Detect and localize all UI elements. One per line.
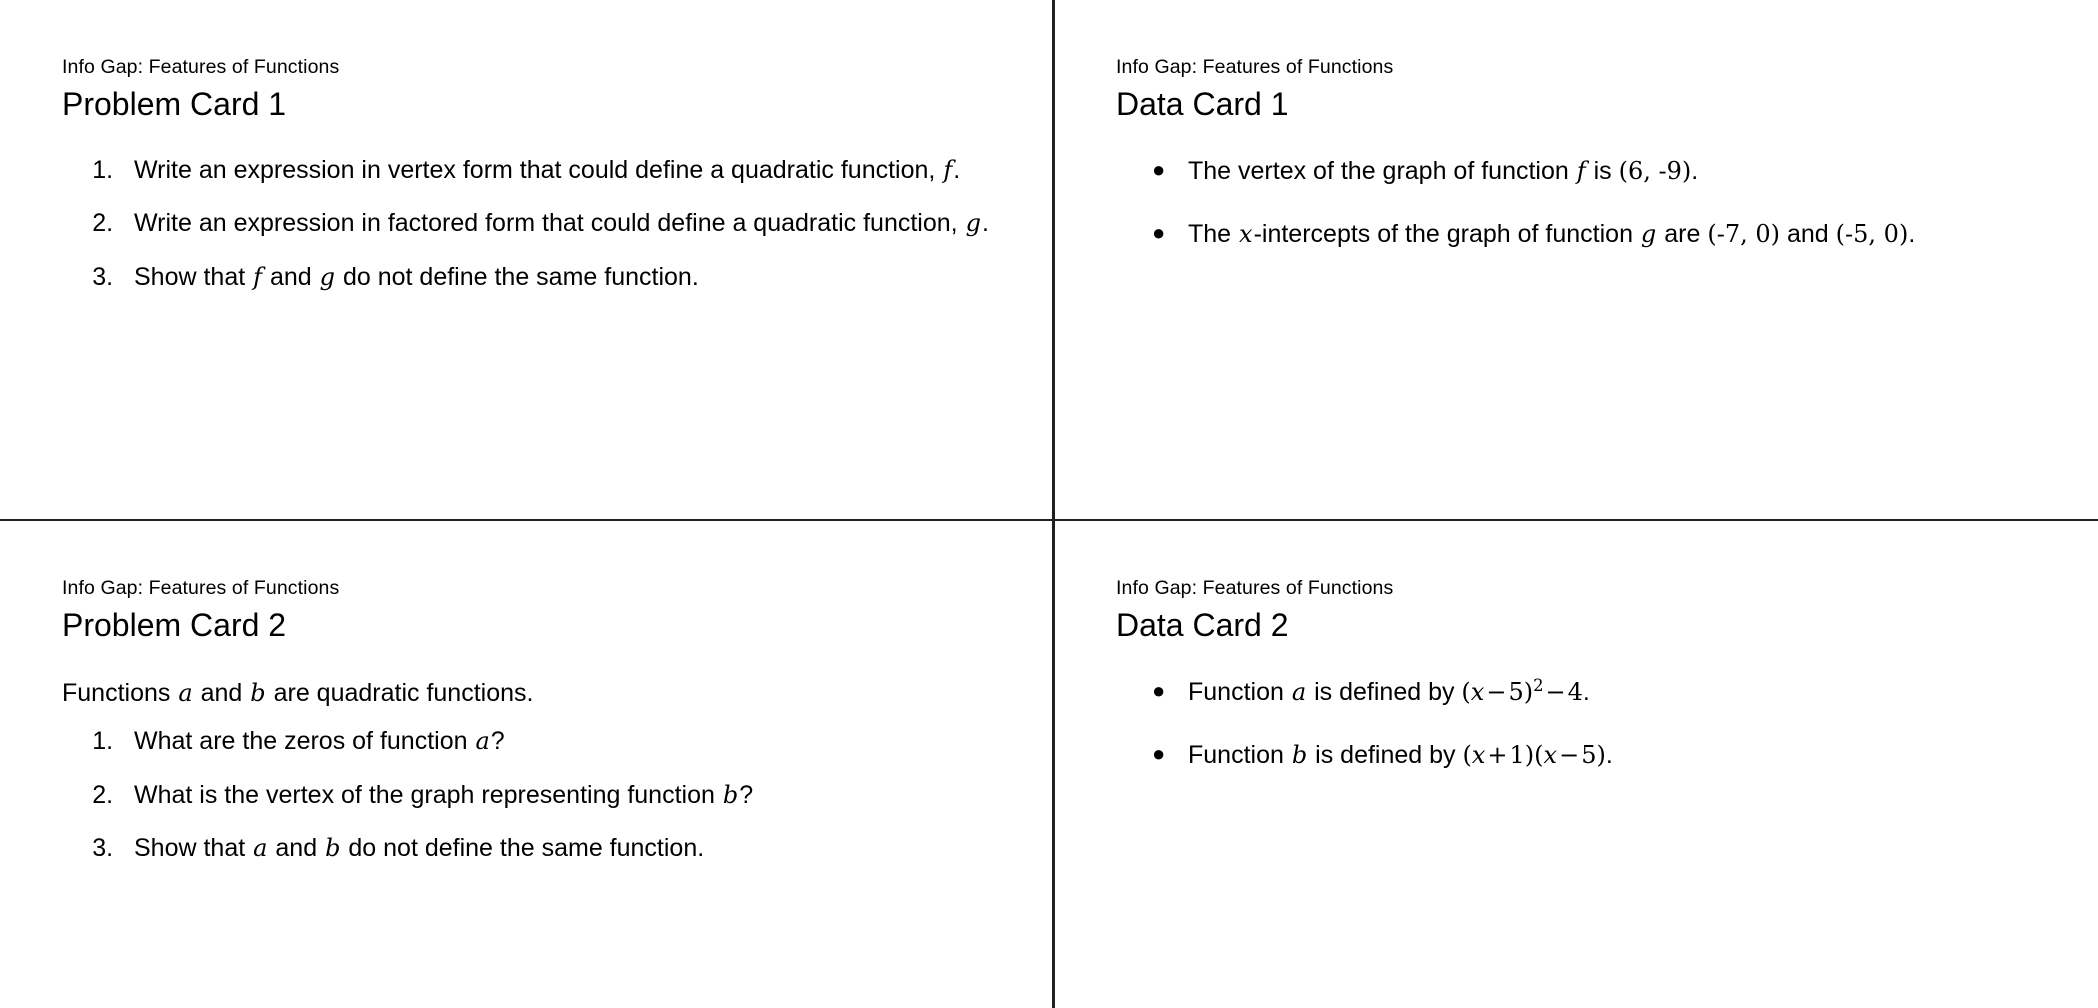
math-symbol-g: g — [965, 209, 981, 238]
list-item — [1152, 154, 2058, 189]
item-text-end: ? — [490, 727, 505, 756]
item-text-end: do not define the same function. — [336, 262, 699, 291]
item-text-end: . — [1908, 219, 1916, 248]
item-text: Show that — [134, 262, 253, 291]
card-title: Problem Card 2 — [62, 607, 287, 644]
item-text: Write an expression in vertex form that could define a quadratic function, — [134, 155, 943, 184]
card-eyebrow: Info Gap: Features of Functions — [62, 56, 340, 78]
list-item — [120, 261, 1014, 295]
math-symbol-f: f — [943, 155, 953, 184]
item-text-mid2: are — [1657, 219, 1708, 248]
item-text-mid: and — [263, 262, 319, 291]
bullet-icon: ● — [1152, 156, 1166, 182]
list-item — [120, 725, 1014, 759]
item-text: What are the zeros of function — [134, 727, 475, 756]
list-item — [1152, 738, 2058, 773]
list-item — [1152, 217, 2058, 252]
math-symbol-x: x — [1239, 219, 1253, 248]
item-text: Show that — [134, 834, 253, 863]
card-eyebrow: Info Gap: Features of Functions — [1116, 577, 1394, 599]
card-title: Data Card 1 — [1116, 86, 1289, 123]
intro-text-end: are quadratic functions. — [266, 678, 534, 707]
card-data-1 — [1054, 0, 2098, 521]
list-item — [120, 779, 1014, 813]
card-title: Data Card 2 — [1116, 607, 1289, 644]
math-expression-vertex: (6, -9) — [1618, 156, 1692, 185]
math-expression-function-a: $(x-5)^2-4$ — [1461, 675, 1583, 706]
item-text: The vertex of the graph of function — [1188, 156, 1576, 185]
bullet-icon: ● — [1152, 740, 1166, 766]
math-symbol-g: g — [319, 262, 336, 291]
item-text-mid: -intercepts of the graph of function — [1253, 219, 1640, 248]
math-symbol-a: a — [178, 678, 193, 707]
math-symbol-b: b — [722, 780, 739, 809]
item-text-mid: is defined by — [1307, 677, 1462, 706]
item-text-end: . — [1691, 156, 1699, 185]
item-text-end: . — [1605, 740, 1613, 769]
card-eyebrow: Info Gap: Features of Functions — [1116, 56, 1394, 78]
math-expression-function-b: (x+1)(x−5) — [1462, 740, 1606, 769]
item-text-mid3: and — [1780, 219, 1836, 248]
item-text-end: . — [1582, 677, 1590, 706]
problem-list — [62, 725, 1014, 866]
item-text-end: ? — [739, 780, 754, 809]
item-text: What is the vertex of the graph representing function — [134, 780, 722, 809]
math-symbol-a: a — [1291, 677, 1307, 706]
math-symbol-a: a — [253, 834, 268, 863]
card-problem-2 — [0, 521, 1054, 1008]
math-symbol-b: b — [250, 678, 266, 707]
card-data-2 — [1054, 521, 2098, 1008]
item-text: Function — [1188, 677, 1291, 706]
item-text-mid: is — [1586, 156, 1619, 185]
math-symbol-f: f — [253, 262, 263, 291]
item-text: Function — [1188, 740, 1291, 769]
bullet-icon: ● — [1152, 219, 1166, 245]
item-text-mid: is defined by — [1308, 740, 1463, 769]
item-text-end: . — [953, 155, 961, 184]
problem-list — [62, 154, 1014, 295]
bullet-icon: ● — [1152, 677, 1166, 703]
math-symbol-b: b — [325, 834, 341, 863]
data-list — [1116, 154, 2058, 252]
math-symbol-b: b — [1291, 740, 1308, 769]
card-problem-1 — [0, 0, 1054, 521]
list-item — [120, 207, 1014, 241]
item-text-mid: and — [268, 834, 325, 863]
card-title: Problem Card 1 — [62, 86, 287, 123]
math-expression-intercept-1: (-7, 0) — [1707, 219, 1781, 248]
intro-text: Functions — [62, 678, 178, 707]
item-text-end: do not define the same function. — [341, 834, 705, 863]
item-text-end: . — [981, 209, 989, 238]
list-item — [120, 154, 1014, 188]
math-symbol-a: a — [475, 727, 490, 756]
math-expression-intercept-2: (-5, 0) — [1835, 219, 1909, 248]
card-eyebrow: Info Gap: Features of Functions — [62, 577, 340, 599]
item-text: Write an expression in factored form that could define a quadratic function, — [134, 209, 965, 238]
card-intro — [62, 675, 1014, 711]
data-list — [1116, 675, 2058, 773]
math-symbol-f: f — [1576, 156, 1586, 185]
intro-text-mid: and — [193, 678, 250, 707]
list-item — [1152, 675, 2058, 710]
math-symbol-g: g — [1640, 219, 1657, 248]
item-text: The — [1188, 219, 1239, 248]
list-item — [120, 832, 1014, 866]
